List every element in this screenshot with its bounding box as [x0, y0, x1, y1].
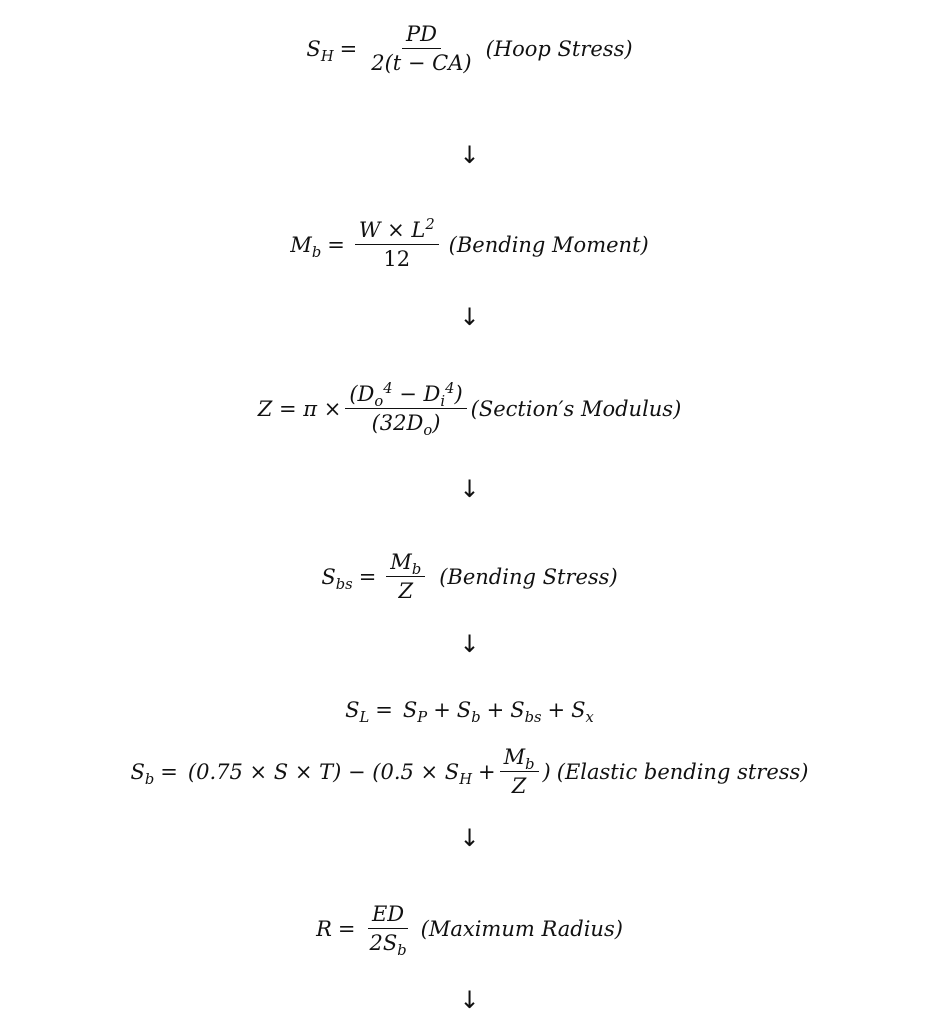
equals-sign: =: [160, 759, 178, 784]
bending-stress-numerator: $M_b$: [386, 550, 425, 577]
hoop-fraction: [367, 22, 475, 75]
section-modulus-equation: [0, 380, 939, 440]
elastic-lhs: $S_b$: [130, 759, 155, 788]
hoop-label: (Hoop Stress): [485, 36, 633, 61]
term-sb: $S_b$: [456, 698, 481, 727]
moment-lhs: $M_b$: [290, 232, 322, 261]
elastic-fraction: [500, 745, 539, 798]
elastic-label: (Elastic bending stress): [556, 759, 809, 784]
hoop-lhs: $S_H$: [306, 36, 334, 65]
equals-sign: =: [375, 698, 393, 722]
hoop-numerator: PD: [402, 22, 441, 49]
equals-sign: =: [327, 232, 345, 257]
modulus-fraction: [345, 380, 466, 440]
radius-numerator: ED: [368, 902, 408, 929]
radius-label: (Maximum Radius): [420, 916, 623, 941]
elastic-denominator: Z: [511, 774, 527, 799]
radius-denominator: $2S_b$: [369, 931, 407, 960]
bending-stress-equation: [0, 550, 939, 603]
equals-sign: =: [337, 916, 356, 941]
bending-stress-lhs: $S_{bs}$: [321, 564, 353, 593]
flow-arrow-4: ↓: [459, 630, 480, 658]
modulus-numerator: $(D_o^4 - D_i^4)$: [345, 382, 466, 409]
elastic-numerator: $M_b$: [500, 745, 539, 772]
bending-moment-equation: [0, 218, 939, 271]
modulus-lhs: Z = π ×: [257, 396, 342, 421]
flow-arrow-1: ↓: [459, 141, 480, 169]
longitudinal-stress-equation: [0, 698, 939, 727]
modulus-denominator: $(32D_o)$: [371, 411, 441, 440]
flow-arrow-6: ↓: [459, 986, 480, 1014]
flow-arrow-5: ↓: [459, 824, 480, 852]
moment-label: (Bending Moment): [448, 232, 649, 257]
hoop-denominator: 2(t − CA): [371, 51, 472, 76]
radius-fraction: [365, 902, 410, 960]
maximum-radius-equation: [0, 902, 939, 960]
elastic-close-paren: ): [542, 759, 551, 784]
plus-sign: +: [433, 698, 451, 722]
modulus-label: (Section′s Modulus): [470, 396, 682, 421]
moment-fraction: [355, 218, 439, 271]
plus-sign: +: [478, 759, 496, 784]
term-sx: $S_x$: [571, 698, 594, 727]
equals-sign: =: [339, 36, 358, 61]
hoop-stress-equation: [0, 22, 939, 75]
bending-stress-fraction: [386, 550, 425, 603]
term-sbs: $S_{bs}$: [510, 698, 542, 727]
bending-stress-label: (Bending Stress): [439, 564, 618, 589]
moment-numerator: $W \times L^2$: [355, 218, 439, 245]
term-sp: $S_P$: [402, 698, 428, 727]
radius-lhs: R: [316, 916, 332, 941]
moment-denominator: 12: [383, 247, 411, 272]
elastic-part1: $(0.75 \times S \times T) - (0.5 \times S_H$: [187, 759, 473, 788]
longitudinal-lhs: $S_L$: [345, 698, 370, 727]
bending-stress-denominator: Z: [398, 579, 414, 604]
flow-arrow-3: ↓: [459, 475, 480, 503]
flow-arrow-2: ↓: [459, 303, 480, 331]
plus-sign: +: [486, 698, 505, 722]
equals-sign: =: [358, 564, 377, 589]
plus-sign: +: [547, 698, 566, 722]
elastic-bending-stress-equation: [0, 745, 939, 798]
